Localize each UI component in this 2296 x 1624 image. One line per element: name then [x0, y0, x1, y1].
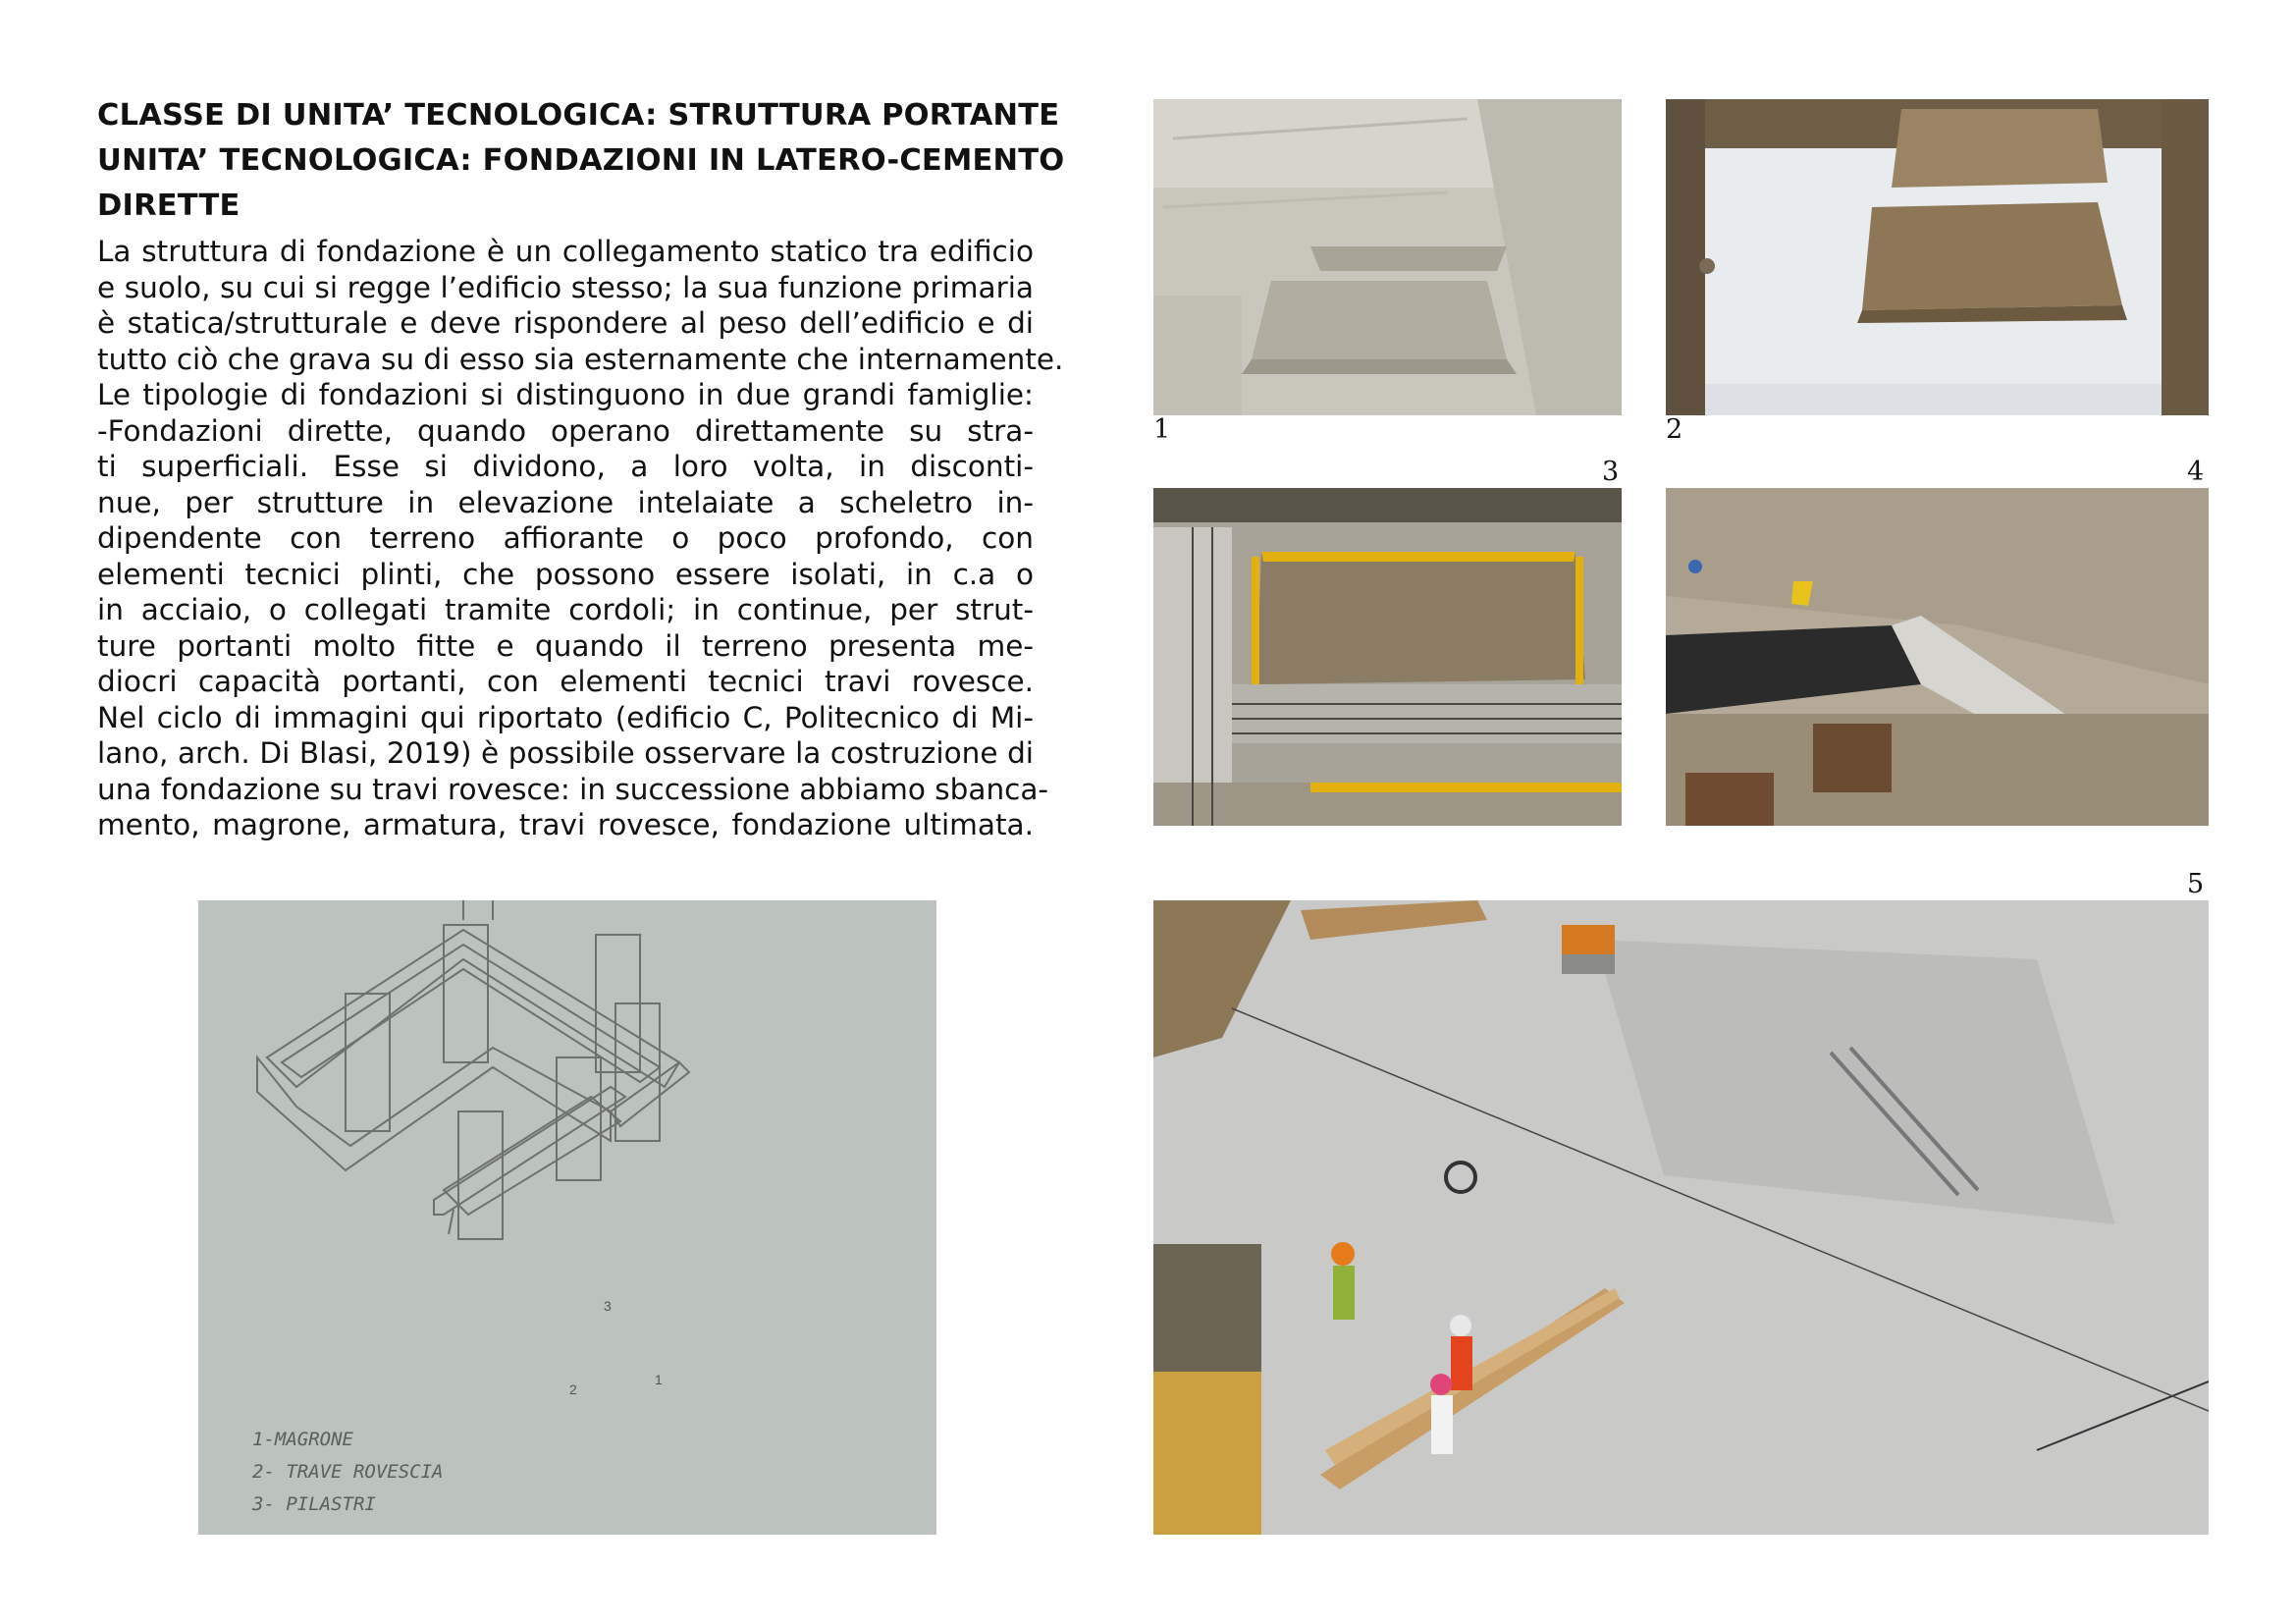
body-line: -Fondazioni dirette, quando operano direttamente su stra-	[97, 413, 1034, 448]
photo-lean-concrete	[1666, 99, 2209, 415]
body-line: ture portanti molto fitte e quando il terreno presenta me-	[97, 628, 1034, 663]
body-line: Nel ciclo di immagini qui riportato (edificio C, Politecnico di Mi-	[97, 700, 1034, 734]
sketch-legend	[252, 1424, 443, 1521]
photo-number-4: 4	[2187, 457, 2205, 487]
photo-finished-foundation	[1153, 900, 2209, 1535]
body-line: è statica/strutturale e deve rispondere al peso dell’edificio e di	[97, 306, 1034, 340]
body-line: nue, per strutture in elevazione intelaiate a scheletro in-	[97, 485, 1034, 519]
body-line: La struttura di fondazione è un collegamento statico tra edificio	[97, 235, 1034, 268]
title-line-1: CLASSE DI UNITA’ TECNOLOGICA: STRUTTURA PORTANTE	[97, 98, 1060, 133]
body-line: lano, arch. Di Blasi, 2019) è possibile osservare la costruzione di	[97, 736, 1034, 770]
body-line: dipendente con terreno affiorante o poco profondo, con	[97, 521, 1034, 555]
sketch-legend-item: 1-MAGRONE	[252, 1429, 353, 1450]
photo-inverted-beams	[1666, 488, 2209, 826]
title-line-2: UNITA’ TECNOLOGICA: FONDAZIONI IN LATERO-CEMENTO	[97, 143, 1065, 178]
body-paragraph	[97, 234, 1064, 843]
body-line: una fondazione su travi rovesce: in successione abbiamo sbanca-	[97, 772, 1049, 806]
sketch-label-1: 1	[655, 1372, 663, 1387]
title-line-3: DIRETTE	[97, 189, 240, 223]
photo-excavation	[1153, 99, 1622, 415]
sketch-legend-item: 2- TRAVE ROVESCIA	[252, 1461, 444, 1483]
body-line: tutto ciò che grava su di esso sia esternamente che internamente.	[97, 342, 1064, 376]
photo-number-2: 2	[1666, 414, 1683, 445]
body-line: Le tipologie di fondazioni si distinguono in due grandi famiglie:	[97, 378, 1034, 411]
photo-number-5: 5	[2187, 869, 2205, 899]
sketch-legend-item: 3- PILASTRI	[252, 1493, 376, 1515]
photo-reinforcement	[1153, 488, 1622, 826]
body-line: in acciaio, o collegati tramite cordoli; in continue, per strut-	[97, 593, 1034, 626]
sketch-label-3: 3	[604, 1298, 612, 1314]
photo-number-3: 3	[1602, 457, 1620, 487]
body-line: mento, magrone, armatura, travi rovesce, fondazione ultimata.	[97, 808, 1034, 841]
page-title	[97, 93, 1065, 229]
body-line: elementi tecnici plinti, che possono essere isolati, in c.a o	[97, 557, 1034, 591]
body-line: ti superficiali. Esse si dividono, a loro volta, in disconti-	[97, 450, 1034, 483]
sketch-label-2: 2	[569, 1381, 577, 1397]
body-line: e suolo, su cui si regge l’edificio stesso; la sua funzione primaria	[97, 270, 1034, 304]
body-line: diocri capacità portanti, con elementi tecnici travi rovesce.	[97, 665, 1034, 698]
foundation-sketch	[198, 900, 936, 1535]
photo-number-1: 1	[1153, 414, 1171, 445]
